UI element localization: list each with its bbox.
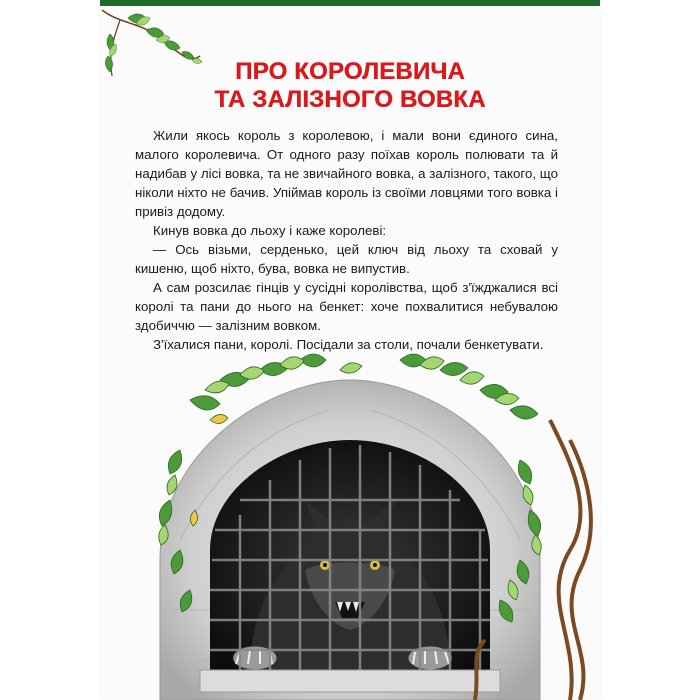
paragraph-5: З'їхалися пани, королі. Посідали за столи, почали бенкетувати. <box>153 337 544 352</box>
paragraph-2: Кинув вовка до льоху і каже королеві: <box>153 223 387 238</box>
paragraph-3: — Ось візьми, серденько, цей ключ від льоху та сховай у кишеню, щоб ніхто, бува, вовка не випустив. <box>135 242 558 276</box>
wolf-in-cellar-illustration <box>100 340 600 700</box>
title-line-2: ТА ЗАЛІЗНОГО ВОВКА <box>214 86 486 113</box>
title-line-1: ПРО КОРОЛЕВИЧА <box>235 58 465 85</box>
paragraph-1: Жили якось король з королевою, і мали вони єдиного сина, малого королевича. От одного разу поїхав король полювати та й надибав у лісі вовка, та не звичайного вовка, а залізного, такого, що ніколи ніхто не бачив. Упіймав король із своїми ловцями того вовка і привіз додому. <box>135 128 558 219</box>
story-text <box>135 126 558 354</box>
story-title <box>100 58 600 114</box>
paragraph-4: А сам розсилає гінців у сусідні королівства, щоб з'їжджалися всі королі та пани до нього на бенкет: хоче похвалитися небувалою здобиччю — залізним вовком. <box>135 280 558 333</box>
